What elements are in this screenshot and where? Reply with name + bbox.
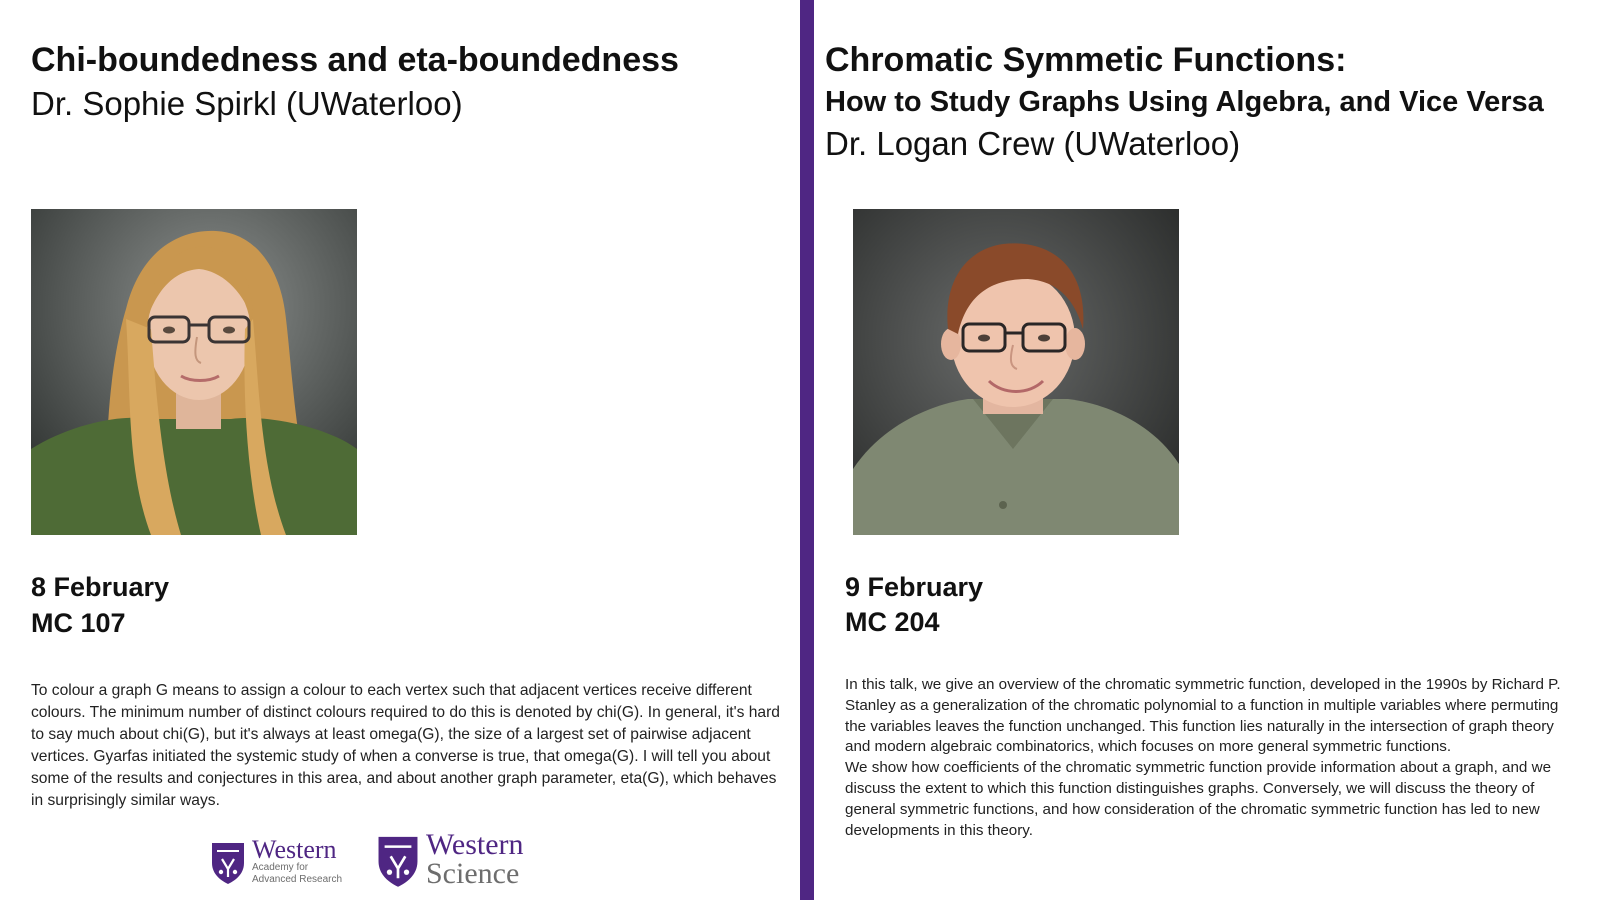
western-crest-icon	[376, 832, 420, 888]
western-crest-icon	[210, 839, 246, 885]
academy-logo-name: Western	[252, 835, 337, 864]
western-academy-logo	[210, 835, 343, 886]
right-talk-abstract	[845, 675, 1580, 841]
right-speaker-photo	[853, 209, 1179, 535]
right-abstract-paragraph-2: We show how coefficients of the chromatic symmetric function provide information about a graph, and we discuss the extent to which this function distinguishes graphs. Conversely, we will discuss the theory of general symmetric functions, and how consideration of the chromatic symmetric function has led to new developments in this theory.	[845, 759, 1552, 839]
science-logo-name: Western	[426, 828, 524, 861]
left-talk-title: Chi-boundedness and eta-boundedness	[31, 41, 679, 79]
right-talk-title: Chromatic Symmetic Functions:	[825, 41, 1347, 79]
left-talk-abstract	[31, 680, 791, 812]
right-talk-date: 9 February	[845, 572, 984, 602]
left-speaker-photo	[31, 209, 357, 535]
right-talk-subtitle: How to Study Graphs Using Algebra, and Vice Versa	[825, 86, 1544, 118]
right-talk-room: MC 204	[845, 607, 940, 637]
left-speaker-name: Dr. Sophie Spirkl (UWaterloo)	[31, 85, 463, 122]
left-talk-date: 8 February	[31, 572, 170, 602]
left-abstract-text: To colour a graph G means to assign a colour to each vertex such that adjacent vertices receive different colours. The minimum number of distinct colours required to do this is denoted by chi(G). In general, it's hard to say much about chi(G), but it's always at least omega(G), the size of a largest set of pairwise adjacent vertices. Gyarfas initiated the systemic study of when a converse is true, that omega(G). I will tell you about some of the results and conjectures in this area, and about another graph parameter, eta(G), which behaves in surprisingly similar ways.	[31, 682, 780, 809]
science-logo-line1: Science	[426, 857, 520, 890]
left-talk-room: MC 107	[31, 608, 126, 638]
right-speaker-name: Dr. Logan Crew (UWaterloo)	[825, 125, 1241, 162]
right-abstract-paragraph-1: In this talk, we give an overview of the chromatic symmetric function, developed in the 1990s by Richard P. Stanley as a generalization of the chromatic polynomial to a function in multiple variables where permuting the variables leaves the function unchanged. This function lies naturally in the intersection of graph theory and modern algebraic combinatorics, which focuses on more general symmetric functions.	[845, 676, 1561, 756]
academy-logo-line1: Academy for	[252, 862, 309, 873]
panel-divider	[800, 0, 814, 900]
academy-logo-line2: Advanced Research	[252, 874, 343, 885]
western-science-logo	[376, 828, 524, 890]
